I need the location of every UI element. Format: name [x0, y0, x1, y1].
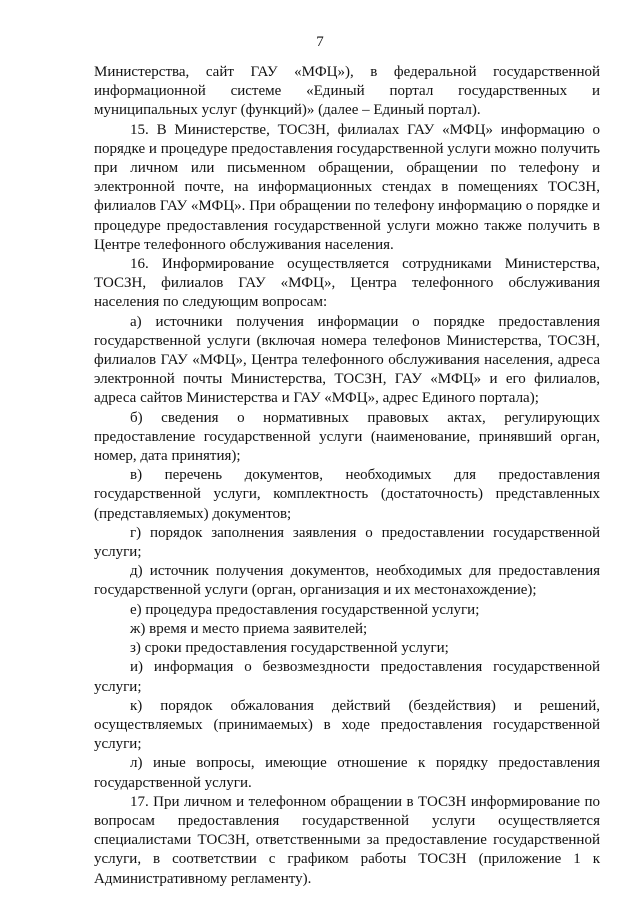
list-item-z: з) сроки предоставления государственной услуги; — [130, 640, 449, 657]
list-item-i: и) информация о безвозмездности предоставления государственной услуги; — [94, 659, 600, 695]
document-body — [94, 63, 600, 889]
paragraph-16: 16. Информирование осуществляется сотрудниками Министерства, ТОСЗН, филиалов ГАУ «МФЦ», Центра телефонного обслуживания населения по следующим вопросам: — [94, 256, 600, 311]
list-item-k: к) порядок обжалования действий (бездействия) и решений, осуществляемых (принимаемых) в ходе предоставления государственной услуги; — [94, 697, 600, 753]
paragraph-17: 17. При личном и телефонном обращении в ТОСЗН информирование по вопросам предоставления государственной услуги осуществляется специалистами ТОСЗН, ответственными за предоставление государственной услуги, в соответствии с графиком работы ТОСЗН (приложение 1 к Административному регламенту). — [94, 793, 600, 887]
list-item-d: д) источник получения документов, необходимых для предоставления государственной услуги (орган, организация и их местонахождение); — [94, 563, 600, 599]
list-item-zh: ж) время и место приема заявителей; — [130, 620, 368, 637]
list-item-l: л) иные вопросы, имеющие отношение к порядку предоставления государственной услуги. — [94, 755, 600, 791]
paragraph-15: 15. В Министерстве, ТОСЗН, филиалах ГАУ «МФЦ» информацию о порядке и процедуре предоставления государственной услуги можно получить при личном или письменном обращении, обращении по телефону и электронной почте, на информационных стендах в помещениях ТОСЗН, филиалов ГАУ «МФЦ». При обращении по телефону информацию о порядке и процедуре предоставления государственной услуги можно также получить в Центре телефонного обслуживания населения. — [94, 121, 600, 253]
paragraph-continuation: Министерства, сайт ГАУ «МФЦ»), в федеральной государственной информационной системе «Единый портал государственных и муниципальных услуг (функций)» (далее – Единый портал). — [94, 64, 600, 119]
list-item-v: в) перечень документов, необходимых для предоставления государственной услуги, комплектность (достаточность) представленных (представляемых) документов; — [94, 467, 600, 522]
list-item-g: г) порядок заполнения заявления о предоставлении государственной услуги; — [94, 524, 600, 561]
list-item-a: а) источники получения информации о порядке предоставления государственной услуги (включая номера телефонов Министерства, ТОСЗН, филиалов ГАУ «МФЦ», Центра телефонного обслуживания населения, адреса электронной почты Министерства, ТОСЗН, ГАУ «МФЦ» и его филиалов, адреса сайтов Министерства и ГАУ «МФЦ», адрес Единого портала); — [94, 313, 600, 407]
page-number: 7 — [316, 34, 324, 50]
list-item-b: б) сведения о нормативных правовых актах, регулирующих предоставление государственной услуги (наименование, принявший орган, номер, дата принятия); — [94, 409, 600, 465]
list-item-e: е) процедура предоставления государственной услуги; — [130, 601, 480, 618]
